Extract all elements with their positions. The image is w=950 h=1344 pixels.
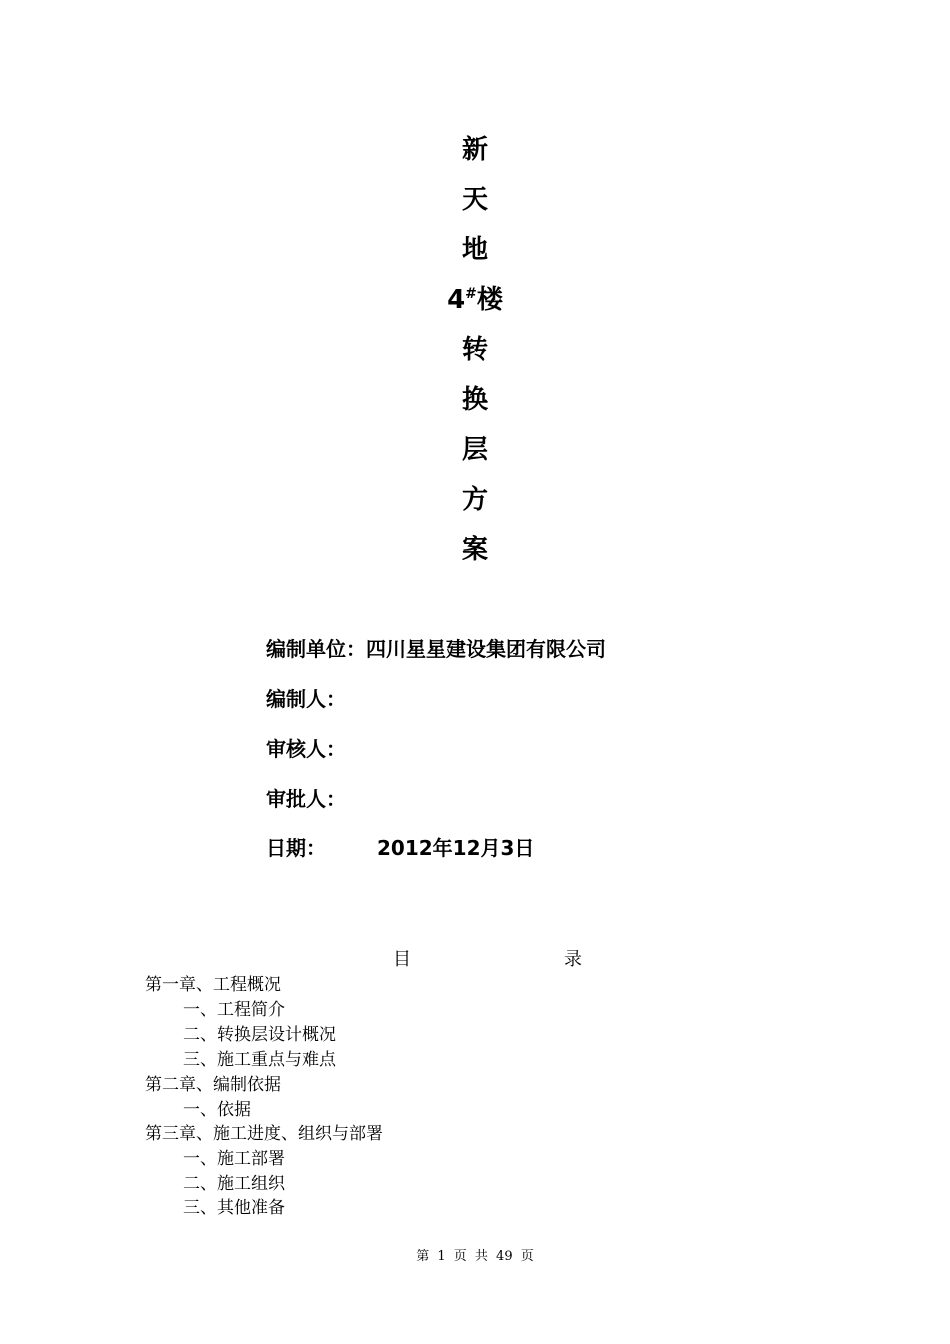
- toc-item[interactable]: 一、工程简介: [183, 1000, 285, 1020]
- date-line: [266, 834, 535, 862]
- title-char-7: 层: [461, 435, 488, 465]
- title-char-8: 方: [461, 485, 488, 515]
- toc-item[interactable]: 三、其他准备: [183, 1198, 285, 1218]
- toc-item[interactable]: 第三章、施工进度、组织与部署: [145, 1124, 383, 1144]
- title-char-3: 地: [461, 235, 488, 265]
- author-label: 编制人：: [266, 687, 346, 711]
- title-char-9: 案: [461, 535, 488, 565]
- compiling-unit-label: 编制单位：: [266, 637, 366, 661]
- building-number: 4: [447, 285, 466, 315]
- toc-item[interactable]: 一、依据: [183, 1100, 251, 1120]
- toc-item[interactable]: 一、施工部署: [183, 1149, 285, 1169]
- toc-heading-left: 目: [393, 949, 411, 970]
- author-line: [266, 685, 346, 713]
- reviewer-line: [266, 735, 346, 763]
- toc-item[interactable]: 第二章、编制依据: [145, 1075, 281, 1095]
- toc-item[interactable]: 二、转换层设计概况: [183, 1025, 336, 1045]
- page-footer: 第 1 页 共 49 页: [416, 1249, 534, 1264]
- approver-line: [266, 785, 346, 813]
- title-char-1: 新: [461, 135, 488, 165]
- toc-item[interactable]: 三、施工重点与难点: [183, 1050, 336, 1070]
- toc-item[interactable]: 第一章、工程概况: [145, 975, 281, 995]
- reviewer-label: 审核人：: [266, 737, 346, 761]
- title-char-6: 换: [461, 385, 488, 415]
- title-building-number: [0, 282, 950, 318]
- building-number-mark: #: [465, 286, 477, 302]
- toc-item[interactable]: 二、施工组织: [183, 1174, 285, 1194]
- date-value: 2012年12月3日: [377, 836, 535, 860]
- approver-label: 审批人：: [266, 787, 346, 811]
- title-char-2: 天: [461, 185, 488, 215]
- date-label: 日期：: [266, 836, 326, 860]
- building-suffix: 楼: [476, 285, 503, 315]
- compiling-unit-value: 四川星星建设集团有限公司: [366, 637, 606, 661]
- compiling-unit-line: [266, 635, 606, 663]
- title-char-5: 转: [461, 335, 488, 365]
- toc-heading-right: 录: [564, 949, 582, 970]
